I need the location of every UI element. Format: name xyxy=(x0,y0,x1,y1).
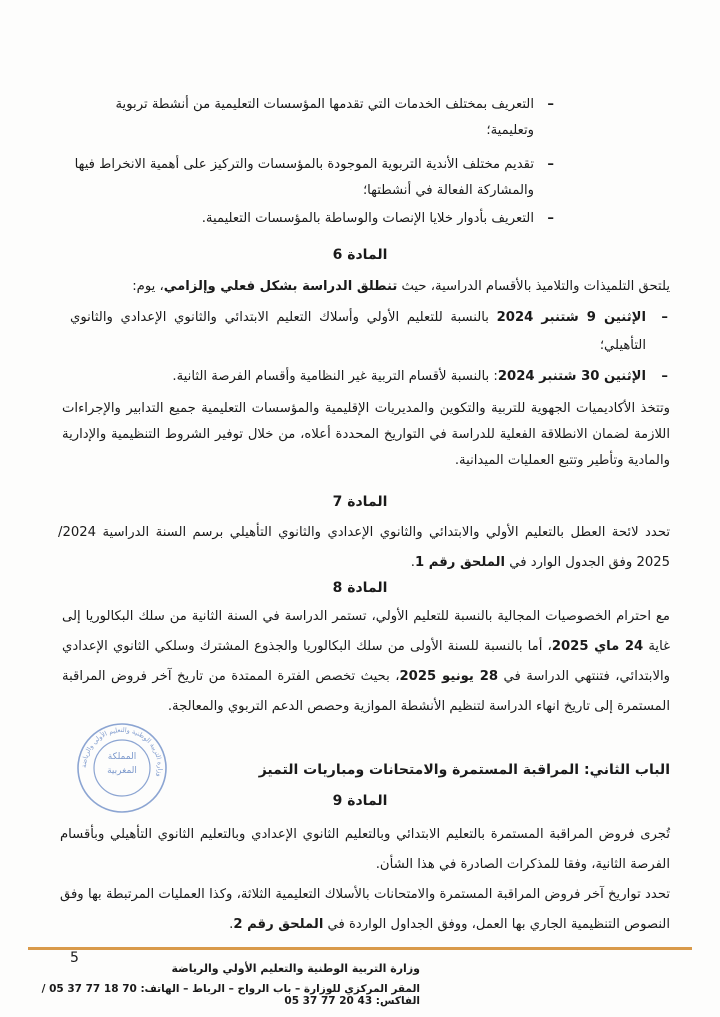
article-9-body: تحدد تواريخ آخر فروض المراقبة المستمرة والامتحانات بالأسلاك التعليمية الثلاثة، وكذا العمليات المرتبطة بها وفق النصوص التنظيمية الجاري بها العمل، ووفق الجداول الواردة في xyxy=(60,887,670,932)
bullet-item xyxy=(72,152,554,204)
intro-bold: تنطلق الدراسة بشكل فعلي وإلزامي xyxy=(163,279,398,294)
footer-address: المقر المركزي للوزارة – باب الرواح – الرباط – الهاتف: 70 18 77 37 05 / الفاكس: 43 20 77 37 05 xyxy=(41,983,420,1007)
date-bold: 24 ماي 2025 xyxy=(551,639,644,654)
bullet-item xyxy=(72,206,554,232)
article-8-body-a: مع احترام الخصوصيات المجالية بالنسبة للتعليم الأولي، تستمر الدراسة في السنة الثانية من سلك البكالوريا إلى غاية xyxy=(62,609,670,654)
article-9-title: المادة 9 xyxy=(332,793,388,809)
punct: . xyxy=(410,555,415,570)
article-8-body-c: ، بحيث تخصص الفترة الممتدة من تاريخ آخر فروض المراقبة المستمرة إلى تاريخ انهاء الدراسة لتنظيم الأنشطة الموازية وحصص الدعم التربوي والمعالجة. xyxy=(62,669,670,714)
article-8-text xyxy=(62,602,670,722)
bullet-dash: – xyxy=(547,97,554,112)
article-7-title: المادة 7 xyxy=(332,494,388,510)
intro-text: يلتحق التلميذات والتلاميذ بالأقسام الدراسية، حيث xyxy=(397,279,670,294)
stamp-center-text: المملكة المغربية xyxy=(107,752,137,776)
bullet-item xyxy=(72,92,554,144)
article-6-title: المادة 6 xyxy=(332,247,388,263)
annex-2-ref: الملحق رقم 2 xyxy=(233,917,324,932)
bullet-dash: – xyxy=(547,157,554,172)
intro-end: ، يوم: xyxy=(132,279,164,294)
chapter-2-title: الباب الثاني: المراقبة المستمرة والامتحانات ومباريات التميز xyxy=(258,762,670,778)
date-bold: 28 يونيو 2025 xyxy=(399,669,499,684)
bullet-text: التعريف بمختلف الخدمات التي تقدمها المؤسسات التعليمية من أنشطة تربوية وتعليمية؛ xyxy=(115,97,534,138)
annex-1-ref: الملحق رقم 1 xyxy=(415,555,506,570)
stamp-ring-text: وزارة التربية الوطنية والتعليم الأولي والرياضة xyxy=(79,725,165,778)
article-8-title: المادة 8 xyxy=(332,580,388,596)
article-6-intro xyxy=(74,272,670,302)
article-6-item-2 xyxy=(70,362,668,392)
item-2-date: الإثنين 30 شتنبر 2024 xyxy=(497,369,646,384)
bullet-text: التعريف بأدوار خلايا الإنصات والوساطة بالمؤسسات التعليمية. xyxy=(201,211,534,226)
item-1-date: الإثنين 9 شتنبر 2024 xyxy=(496,310,646,325)
article-8-body-b: ، أما بالنسبة للسنة الأولى من سلك البكالوريا والجذوع المشترك وسلكي الثانوي الإعدادي والابتدائي، فتنتهي الدراسة في xyxy=(62,639,671,684)
bullet-dash: – xyxy=(661,310,668,325)
bullet-dash: – xyxy=(661,369,668,384)
article-6-paragraph: وتتخذ الأكاديميات الجهوية للتربية والتكوين والمديريات الإقليمية والمؤسسات التعليمية جميع التدابير والإجراءات اللازمة لضمان الانطلاقة الفعلية للدراسة في التواريخ المحددة أعلاه، من خلال توفير الشروط التنظيمية والإدارية والمادية وتأطير وتتبع العمليات الميدانية. xyxy=(62,401,670,468)
article-6-item-1 xyxy=(70,304,668,360)
article-7-text xyxy=(58,518,670,578)
punct: . xyxy=(229,917,234,932)
item-1-text: بالنسبة للتعليم الأولي وأسلاك التعليم الابتدائي والثانوي الإعدادي والثانوي التأهيلي؛ xyxy=(70,310,646,353)
footer-divider xyxy=(28,947,692,950)
article-9-para-2 xyxy=(60,880,670,940)
bullet-dash: – xyxy=(547,211,554,226)
page-number: 5 xyxy=(70,950,79,966)
footer-ministry: وزارة التربية الوطنية والتعليم الأولي والرياضة xyxy=(171,962,420,975)
article-9-para-1: تُجرى فروض المراقبة المستمرة بالتعليم الابتدائي وبالتعليم الثانوي الإعدادي وبالتعليم الثانوي التأهيلي وبأقسام الفرصة الثانية، وفقا للمذكرات الصادرة في هذا الشأن. xyxy=(60,827,670,872)
bullet-text: تقديم مختلف الأندية التربوية الموجودة بالمؤسسات والتركيز على أهمية الانخراط فيها والمشاركة الفعالة في أنشطتها؛ xyxy=(74,157,534,198)
item-2-text: : بالنسبة لأقسام التربية غير النظامية وأقسام الفرصة الثانية. xyxy=(172,369,498,384)
article-7-body: تحدد لائحة العطل بالتعليم الأولي والابتدائي والثانوي الإعدادي والثانوي التأهيلي برسم السنة الدراسية 2024/ 2025 وفق الجدول الوارد في xyxy=(58,525,670,570)
